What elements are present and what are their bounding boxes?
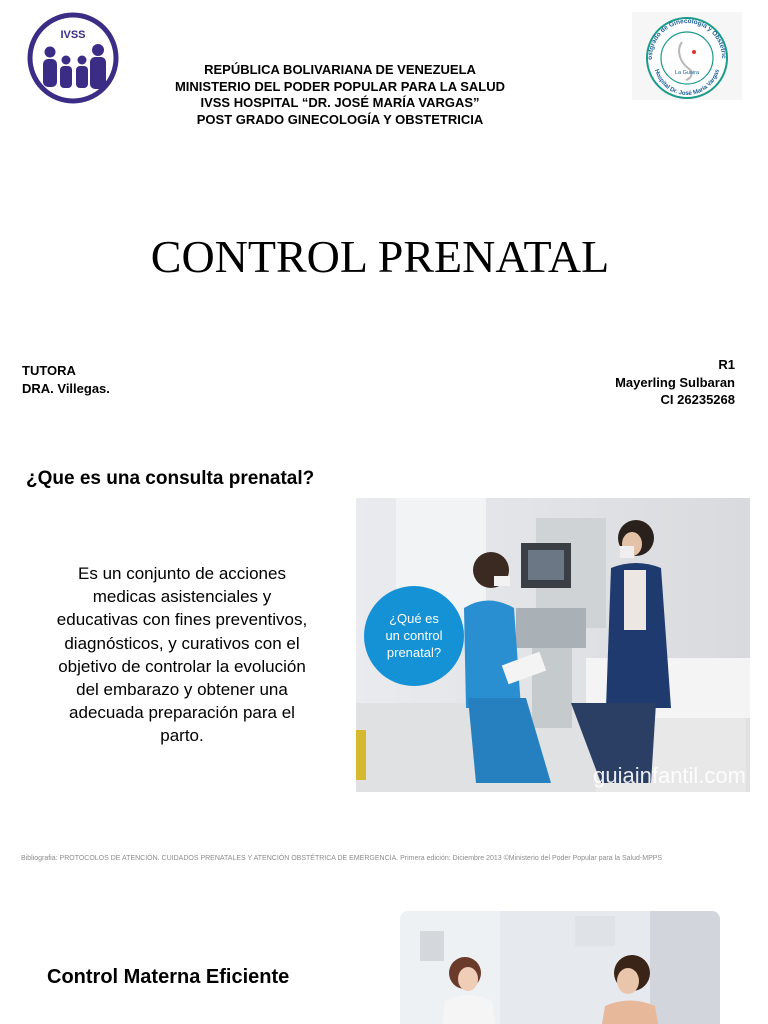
ivss-logo: [26, 12, 120, 104]
prenatal-consultation-image: [356, 498, 750, 792]
bubble-line-3: prenatal?: [386, 645, 442, 660]
resident-block: [615, 356, 735, 409]
document-title: CONTROL PRENATAL: [150, 231, 610, 282]
section2-heading: Control Materna Eficiente: [47, 966, 290, 988]
header-line-2: MINISTERIO DEL PODER POPULAR PARA LA SALUD: [174, 78, 506, 94]
header-line-4: POST GRADO GINECOLOGÍA Y OBSTETRICIA: [196, 111, 484, 127]
definition-text: Es un conjunto de acciones medicas asistenciales y educativas con fines preventivos, diagnósticos, y curativos con el objetivo de controlar la evolución del embarazo y obtener una adecuada preparación para el parto.: [56, 564, 308, 746]
seal-bottom-text: Hospital Dr. José María Vargas: [652, 68, 722, 97]
resident-name: Mayerling Sulbaran: [615, 374, 735, 390]
resident-level: R1: [718, 357, 735, 372]
tutor-block: [22, 362, 110, 398]
seal-top-text: ostgrado de Ginecología y Obstetric: [646, 17, 728, 60]
tutor-label: TUTORA: [22, 363, 76, 378]
institution-header: [140, 62, 540, 128]
postgrado-seal: [632, 12, 742, 100]
bibliography-note: Bibliografia: PROTOCOLOS DE ATENCIÓN. CUIDADOS PRENATALES Y ATENCIÓN OBSTÉTRICA DE EMERGENCIA. Primera edición: Diciembre 2013 ©Ministerio del Poder Popular para la Salud-MPPS: [21, 855, 663, 862]
maternal-control-image: [400, 911, 720, 1024]
header-line-3: IVSS HOSPITAL “DR. JOSÉ MARÍA VARGAS”: [200, 95, 480, 110]
ivss-logo-text: IVSS: [60, 29, 86, 41]
question-heading: ¿Que es una consulta prenatal?: [26, 468, 315, 489]
tutor-name: DRA. Villegas.: [22, 381, 110, 396]
image-watermark: guiainfantil.com: [593, 763, 746, 788]
seal-center-text: La Guaira: [674, 70, 700, 76]
bubble-line-2: un control: [385, 628, 443, 643]
bubble-line-1: ¿Qué es: [389, 611, 439, 626]
header-line-1: REPÚBLICA BOLIVARIANA DE VENEZUELA: [204, 62, 476, 77]
resident-id: CI 26235268: [660, 392, 735, 407]
